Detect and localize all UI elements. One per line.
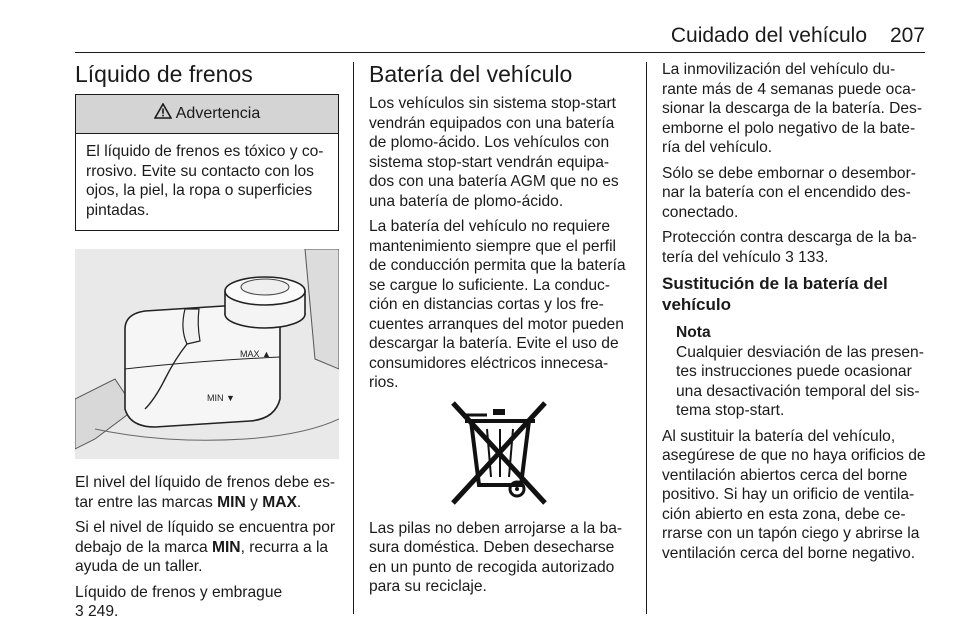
crossed-out-bin-icon <box>445 399 555 509</box>
warning-text: El líquido de frenos es tóxico y co-rrosivo. Evite su contacto con los ojos, la piel, la ropa o superficies pintadas. <box>86 143 324 219</box>
brake-level-paragraph: El nivel del líquido de frenos debe es-tar entre las marcas MIN y MAX. <box>75 474 336 511</box>
battery-type-paragraph: Los vehículos sin sistema stop-start vendrán equipados con una batería de plomo-ácido. Los vehículos con sistema stop-start vendrán equipa-dos con una batería AGM que no es una batería de plomo-ácido. <box>369 95 619 210</box>
discharge-protection-paragraph: Protección contra descarga de la ba-tería del vehículo 3 133. <box>662 229 917 266</box>
note-text: Cualquier desviación de las presen-tes instrucciones puede ocasionar una desactivación temporal del sis-tema stop-start. <box>676 343 924 419</box>
column-brake-fluid <box>75 60 339 628</box>
brake-low-paragraph: Si el nivel de líquido se encuentra por debajo de la marca MIN, recurra a la ayuda de un taller. <box>75 519 336 575</box>
column-divider-2 <box>646 62 647 614</box>
replacement-paragraph: Al sustituir la batería del vehículo, asegúrese de que no haya orificios de ventilación abiertos cerca del borne positivo. Si hay un orificio de ventila-ción abierto en esta zona, debe ce-rrarse con un tapón ciego y abrirse la ventilación cerca del borne negativo. <box>662 427 926 562</box>
page-reference: 3 249. <box>75 603 119 620</box>
warning-header <box>76 95 338 134</box>
battery-maintenance-paragraph: La batería del vehículo no requiere mantenimiento siempre que el perfil de conducción permita que la batería se cargue lo suficiente. La conduc-ción en distancias cortas y los fre-cuentes arranques del motor pueden descargar la batería. Evite el uso de consumidores eléctricos innecesa-rios. <box>369 218 626 391</box>
heading-brake-fluid: Líquido de frenos <box>75 61 253 87</box>
note-block <box>662 323 926 421</box>
section-title: Cuidado del vehículo <box>670 24 867 47</box>
connect-paragraph: Sólo se debe embornar o desembor-nar la batería con el encendido des-conectado. <box>662 164 916 221</box>
note-title: Nota <box>676 324 711 341</box>
column-battery-continued <box>662 60 926 569</box>
brake-reference-paragraph: Líquido de frenos y embrague 3 249. <box>75 583 283 620</box>
max-mark-label: MAX ▲ <box>240 349 271 359</box>
warning-icon <box>154 103 172 125</box>
brake-reservoir-photo <box>75 249 339 459</box>
page-number: 207 <box>889 24 925 47</box>
page-header <box>75 24 925 52</box>
heading-vehicle-battery: Batería del vehículo <box>369 61 573 87</box>
min-mark-label: MIN ▼ <box>207 393 235 403</box>
header-rule <box>75 52 925 53</box>
battery-disposal-paragraph: Las pilas no deben arrojarse a la ba-sura doméstica. Deben desecharse en un punto de recogida autorizado para su reciclaje. <box>369 519 623 595</box>
warning-title: Advertencia <box>175 105 261 123</box>
heading-battery-replacement: Sustitución de la batería del vehículo <box>662 274 888 314</box>
column-divider-1 <box>353 62 354 614</box>
warning-box <box>75 94 339 231</box>
immobilization-paragraph: La inmovilización del vehículo du-rante más de 4 semanas puede oca-sionar la descarga de la batería. Des-emborne el polo negativo de la bate-ría del vehículo. <box>662 61 923 156</box>
column-battery <box>369 60 631 603</box>
